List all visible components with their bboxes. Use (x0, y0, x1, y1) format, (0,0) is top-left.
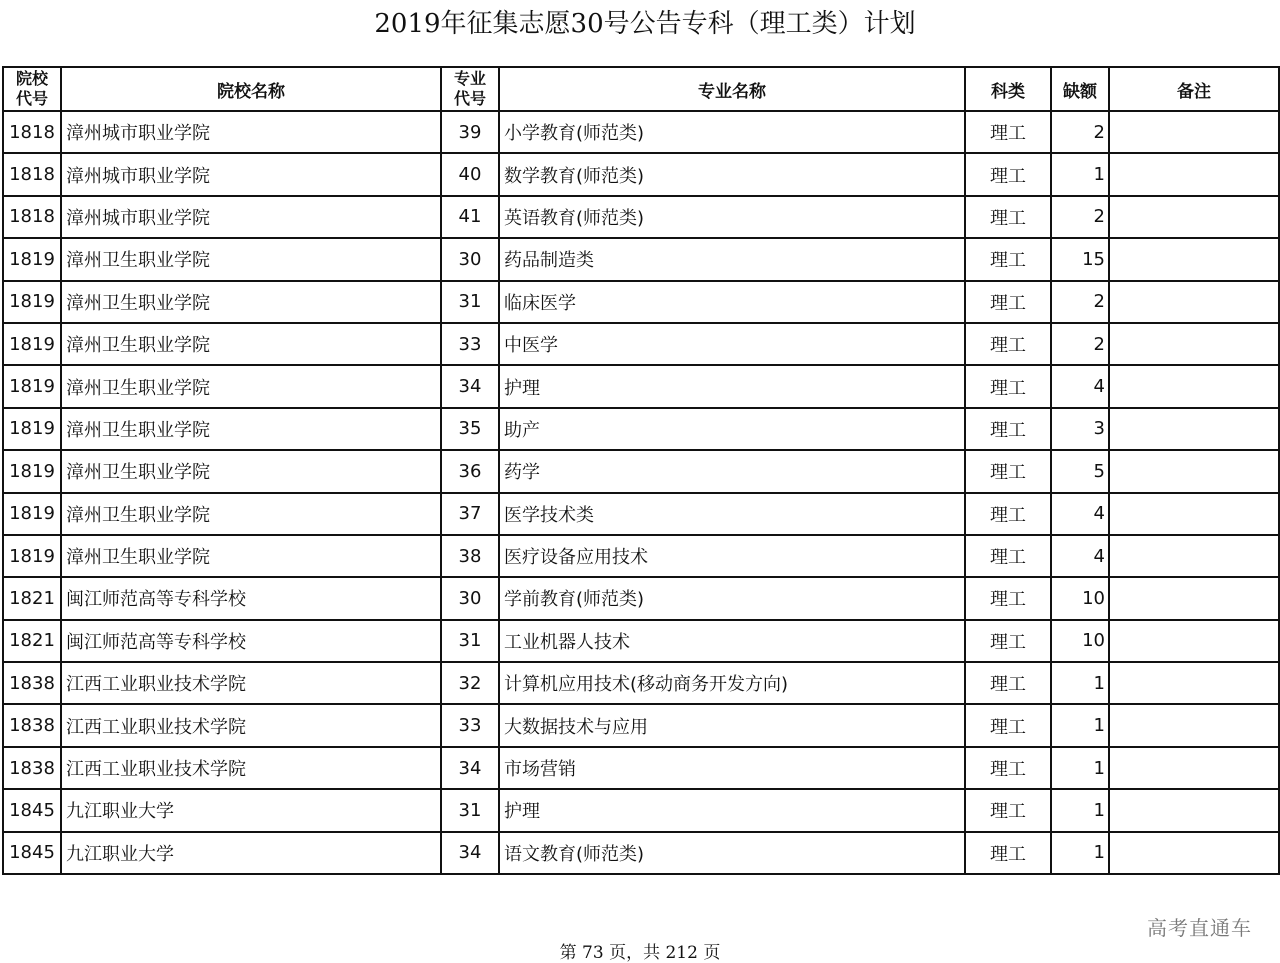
cell-quota: 10 (1051, 577, 1109, 619)
table-body (3, 111, 1279, 874)
cell-category: 理工 (965, 577, 1051, 619)
cell-category: 理工 (965, 281, 1051, 323)
table-row (3, 620, 1279, 662)
cell-major-name: 计算机应用技术(移动商务开发方向) (499, 662, 965, 704)
cell-school-name: 闽江师范高等专科学校 (61, 620, 441, 662)
cell-major-name: 医疗设备应用技术 (499, 535, 965, 577)
table-row (3, 535, 1279, 577)
header-major-name: 专业名称 (499, 67, 965, 111)
table-row (3, 238, 1279, 280)
header-school-code (3, 67, 61, 111)
enrollment-plan-table (2, 66, 1280, 875)
table-row (3, 196, 1279, 238)
cell-school-name: 漳州卫生职业学院 (61, 281, 441, 323)
cell-major-code: 34 (441, 365, 499, 407)
cell-category: 理工 (965, 238, 1051, 280)
header-major-code-line1: 专业 (453, 69, 486, 88)
cell-quota: 1 (1051, 832, 1109, 874)
table-row (3, 323, 1279, 365)
cell-school-code: 1838 (3, 747, 61, 789)
cell-major-name: 药学 (499, 450, 965, 492)
cell-school-name: 闽江师范高等专科学校 (61, 577, 441, 619)
cell-quota: 2 (1051, 111, 1109, 153)
cell-major-code: 33 (441, 323, 499, 365)
cell-category: 理工 (965, 323, 1051, 365)
cell-category: 理工 (965, 196, 1051, 238)
table-row (3, 577, 1279, 619)
cell-school-code: 1818 (3, 111, 61, 153)
cell-school-name: 九江职业大学 (61, 832, 441, 874)
cell-school-code: 1818 (3, 196, 61, 238)
cell-major-code: 41 (441, 196, 499, 238)
cell-category: 理工 (965, 493, 1051, 535)
cell-school-name: 漳州城市职业学院 (61, 111, 441, 153)
cell-remarks (1109, 238, 1279, 280)
cell-major-code: 39 (441, 111, 499, 153)
table-row (3, 281, 1279, 323)
cell-category: 理工 (965, 535, 1051, 577)
cell-quota: 2 (1051, 323, 1109, 365)
cell-school-code: 1819 (3, 535, 61, 577)
cell-major-code: 31 (441, 620, 499, 662)
cell-major-name: 英语教育(师范类) (499, 196, 965, 238)
cell-remarks (1109, 493, 1279, 535)
cell-school-name: 漳州城市职业学院 (61, 153, 441, 195)
cell-remarks (1109, 662, 1279, 704)
cell-school-code: 1819 (3, 281, 61, 323)
cell-remarks (1109, 704, 1279, 746)
cell-remarks (1109, 365, 1279, 407)
table-row (3, 832, 1279, 874)
cell-school-code: 1838 (3, 662, 61, 704)
cell-school-code: 1818 (3, 153, 61, 195)
header-category: 科类 (965, 67, 1051, 111)
cell-major-code: 36 (441, 450, 499, 492)
cell-category: 理工 (965, 408, 1051, 450)
cell-major-name: 市场营销 (499, 747, 965, 789)
cell-remarks (1109, 323, 1279, 365)
cell-remarks (1109, 153, 1279, 195)
cell-major-code: 31 (441, 789, 499, 831)
cell-quota: 15 (1051, 238, 1109, 280)
cell-quota: 4 (1051, 365, 1109, 407)
cell-major-name: 助产 (499, 408, 965, 450)
table-row (3, 450, 1279, 492)
cell-school-code: 1821 (3, 577, 61, 619)
cell-school-code: 1845 (3, 789, 61, 831)
header-school-name: 院校名称 (61, 67, 441, 111)
watermark: 高考直通车 (1147, 916, 1252, 940)
cell-school-name: 江西工业职业技术学院 (61, 747, 441, 789)
header-major-code-line2: 代号 (453, 89, 486, 108)
cell-school-code: 1819 (3, 450, 61, 492)
cell-remarks (1109, 747, 1279, 789)
header-quota: 缺额 (1051, 67, 1109, 111)
cell-quota: 2 (1051, 196, 1109, 238)
table-row (3, 704, 1279, 746)
cell-remarks (1109, 111, 1279, 153)
table-row (3, 747, 1279, 789)
cell-remarks (1109, 408, 1279, 450)
cell-major-code: 30 (441, 577, 499, 619)
cell-major-code: 40 (441, 153, 499, 195)
cell-school-name: 漳州卫生职业学院 (61, 238, 441, 280)
cell-category: 理工 (965, 832, 1051, 874)
cell-category: 理工 (965, 704, 1051, 746)
cell-school-code: 1819 (3, 408, 61, 450)
header-school-code-line1: 院校 (15, 69, 48, 88)
cell-category: 理工 (965, 662, 1051, 704)
cell-school-code: 1819 (3, 238, 61, 280)
cell-major-name: 临床医学 (499, 281, 965, 323)
cell-remarks (1109, 620, 1279, 662)
cell-school-code: 1819 (3, 323, 61, 365)
header-remarks: 备注 (1109, 67, 1279, 111)
cell-remarks (1109, 281, 1279, 323)
cell-major-code: 30 (441, 238, 499, 280)
cell-category: 理工 (965, 747, 1051, 789)
table-row (3, 493, 1279, 535)
cell-remarks (1109, 450, 1279, 492)
header-major-code (441, 67, 499, 111)
cell-quota: 10 (1051, 620, 1109, 662)
cell-category: 理工 (965, 111, 1051, 153)
cell-school-name: 漳州卫生职业学院 (61, 365, 441, 407)
cell-remarks (1109, 577, 1279, 619)
cell-category: 理工 (965, 450, 1051, 492)
cell-major-name: 护理 (499, 365, 965, 407)
cell-school-name: 漳州卫生职业学院 (61, 408, 441, 450)
cell-school-name: 江西工业职业技术学院 (61, 662, 441, 704)
cell-quota: 1 (1051, 704, 1109, 746)
cell-major-code: 34 (441, 747, 499, 789)
cell-school-code: 1819 (3, 365, 61, 407)
cell-category: 理工 (965, 153, 1051, 195)
cell-major-name: 工业机器人技术 (499, 620, 965, 662)
header-school-code-line2: 代号 (15, 89, 48, 108)
cell-major-code: 32 (441, 662, 499, 704)
table-row (3, 111, 1279, 153)
cell-quota: 1 (1051, 789, 1109, 831)
cell-major-code: 34 (441, 832, 499, 874)
cell-school-name: 漳州卫生职业学院 (61, 450, 441, 492)
cell-major-name: 中医学 (499, 323, 965, 365)
cell-school-name: 江西工业职业技术学院 (61, 704, 441, 746)
cell-major-name: 大数据技术与应用 (499, 704, 965, 746)
cell-quota: 4 (1051, 493, 1109, 535)
cell-major-name: 医学技术类 (499, 493, 965, 535)
cell-school-name: 漳州卫生职业学院 (61, 323, 441, 365)
cell-category: 理工 (965, 789, 1051, 831)
table-row (3, 662, 1279, 704)
cell-school-name: 漳州卫生职业学院 (61, 535, 441, 577)
page-footer: 第 73 页，共 212 页 (559, 943, 721, 963)
cell-major-name: 小学教育(师范类) (499, 111, 965, 153)
cell-school-name: 漳州城市职业学院 (61, 196, 441, 238)
cell-major-name: 药品制造类 (499, 238, 965, 280)
cell-school-name: 九江职业大学 (61, 789, 441, 831)
table-row (3, 365, 1279, 407)
cell-school-code: 1821 (3, 620, 61, 662)
cell-major-name: 学前教育(师范类) (499, 577, 965, 619)
cell-quota: 4 (1051, 535, 1109, 577)
cell-major-code: 35 (441, 408, 499, 450)
cell-quota: 1 (1051, 747, 1109, 789)
cell-remarks (1109, 832, 1279, 874)
cell-major-name: 数学教育(师范类) (499, 153, 965, 195)
cell-major-name: 护理 (499, 789, 965, 831)
cell-major-code: 38 (441, 535, 499, 577)
cell-school-code: 1819 (3, 493, 61, 535)
cell-quota: 3 (1051, 408, 1109, 450)
cell-major-code: 31 (441, 281, 499, 323)
cell-quota: 1 (1051, 662, 1109, 704)
cell-remarks (1109, 196, 1279, 238)
cell-school-code: 1845 (3, 832, 61, 874)
table-row (3, 789, 1279, 831)
cell-major-code: 33 (441, 704, 499, 746)
table-header (3, 67, 1279, 111)
cell-major-code: 37 (441, 493, 499, 535)
cell-category: 理工 (965, 620, 1051, 662)
cell-quota: 2 (1051, 281, 1109, 323)
document-title: 2019年征集志愿30号公告专科（理工类）计划 (374, 9, 916, 39)
cell-school-code: 1838 (3, 704, 61, 746)
header-row (3, 67, 1279, 111)
cell-remarks (1109, 789, 1279, 831)
cell-major-name: 语文教育(师范类) (499, 832, 965, 874)
cell-quota: 1 (1051, 153, 1109, 195)
table-row (3, 153, 1279, 195)
cell-school-name: 漳州卫生职业学院 (61, 493, 441, 535)
table-row (3, 408, 1279, 450)
cell-remarks (1109, 535, 1279, 577)
cell-category: 理工 (965, 365, 1051, 407)
cell-quota: 5 (1051, 450, 1109, 492)
